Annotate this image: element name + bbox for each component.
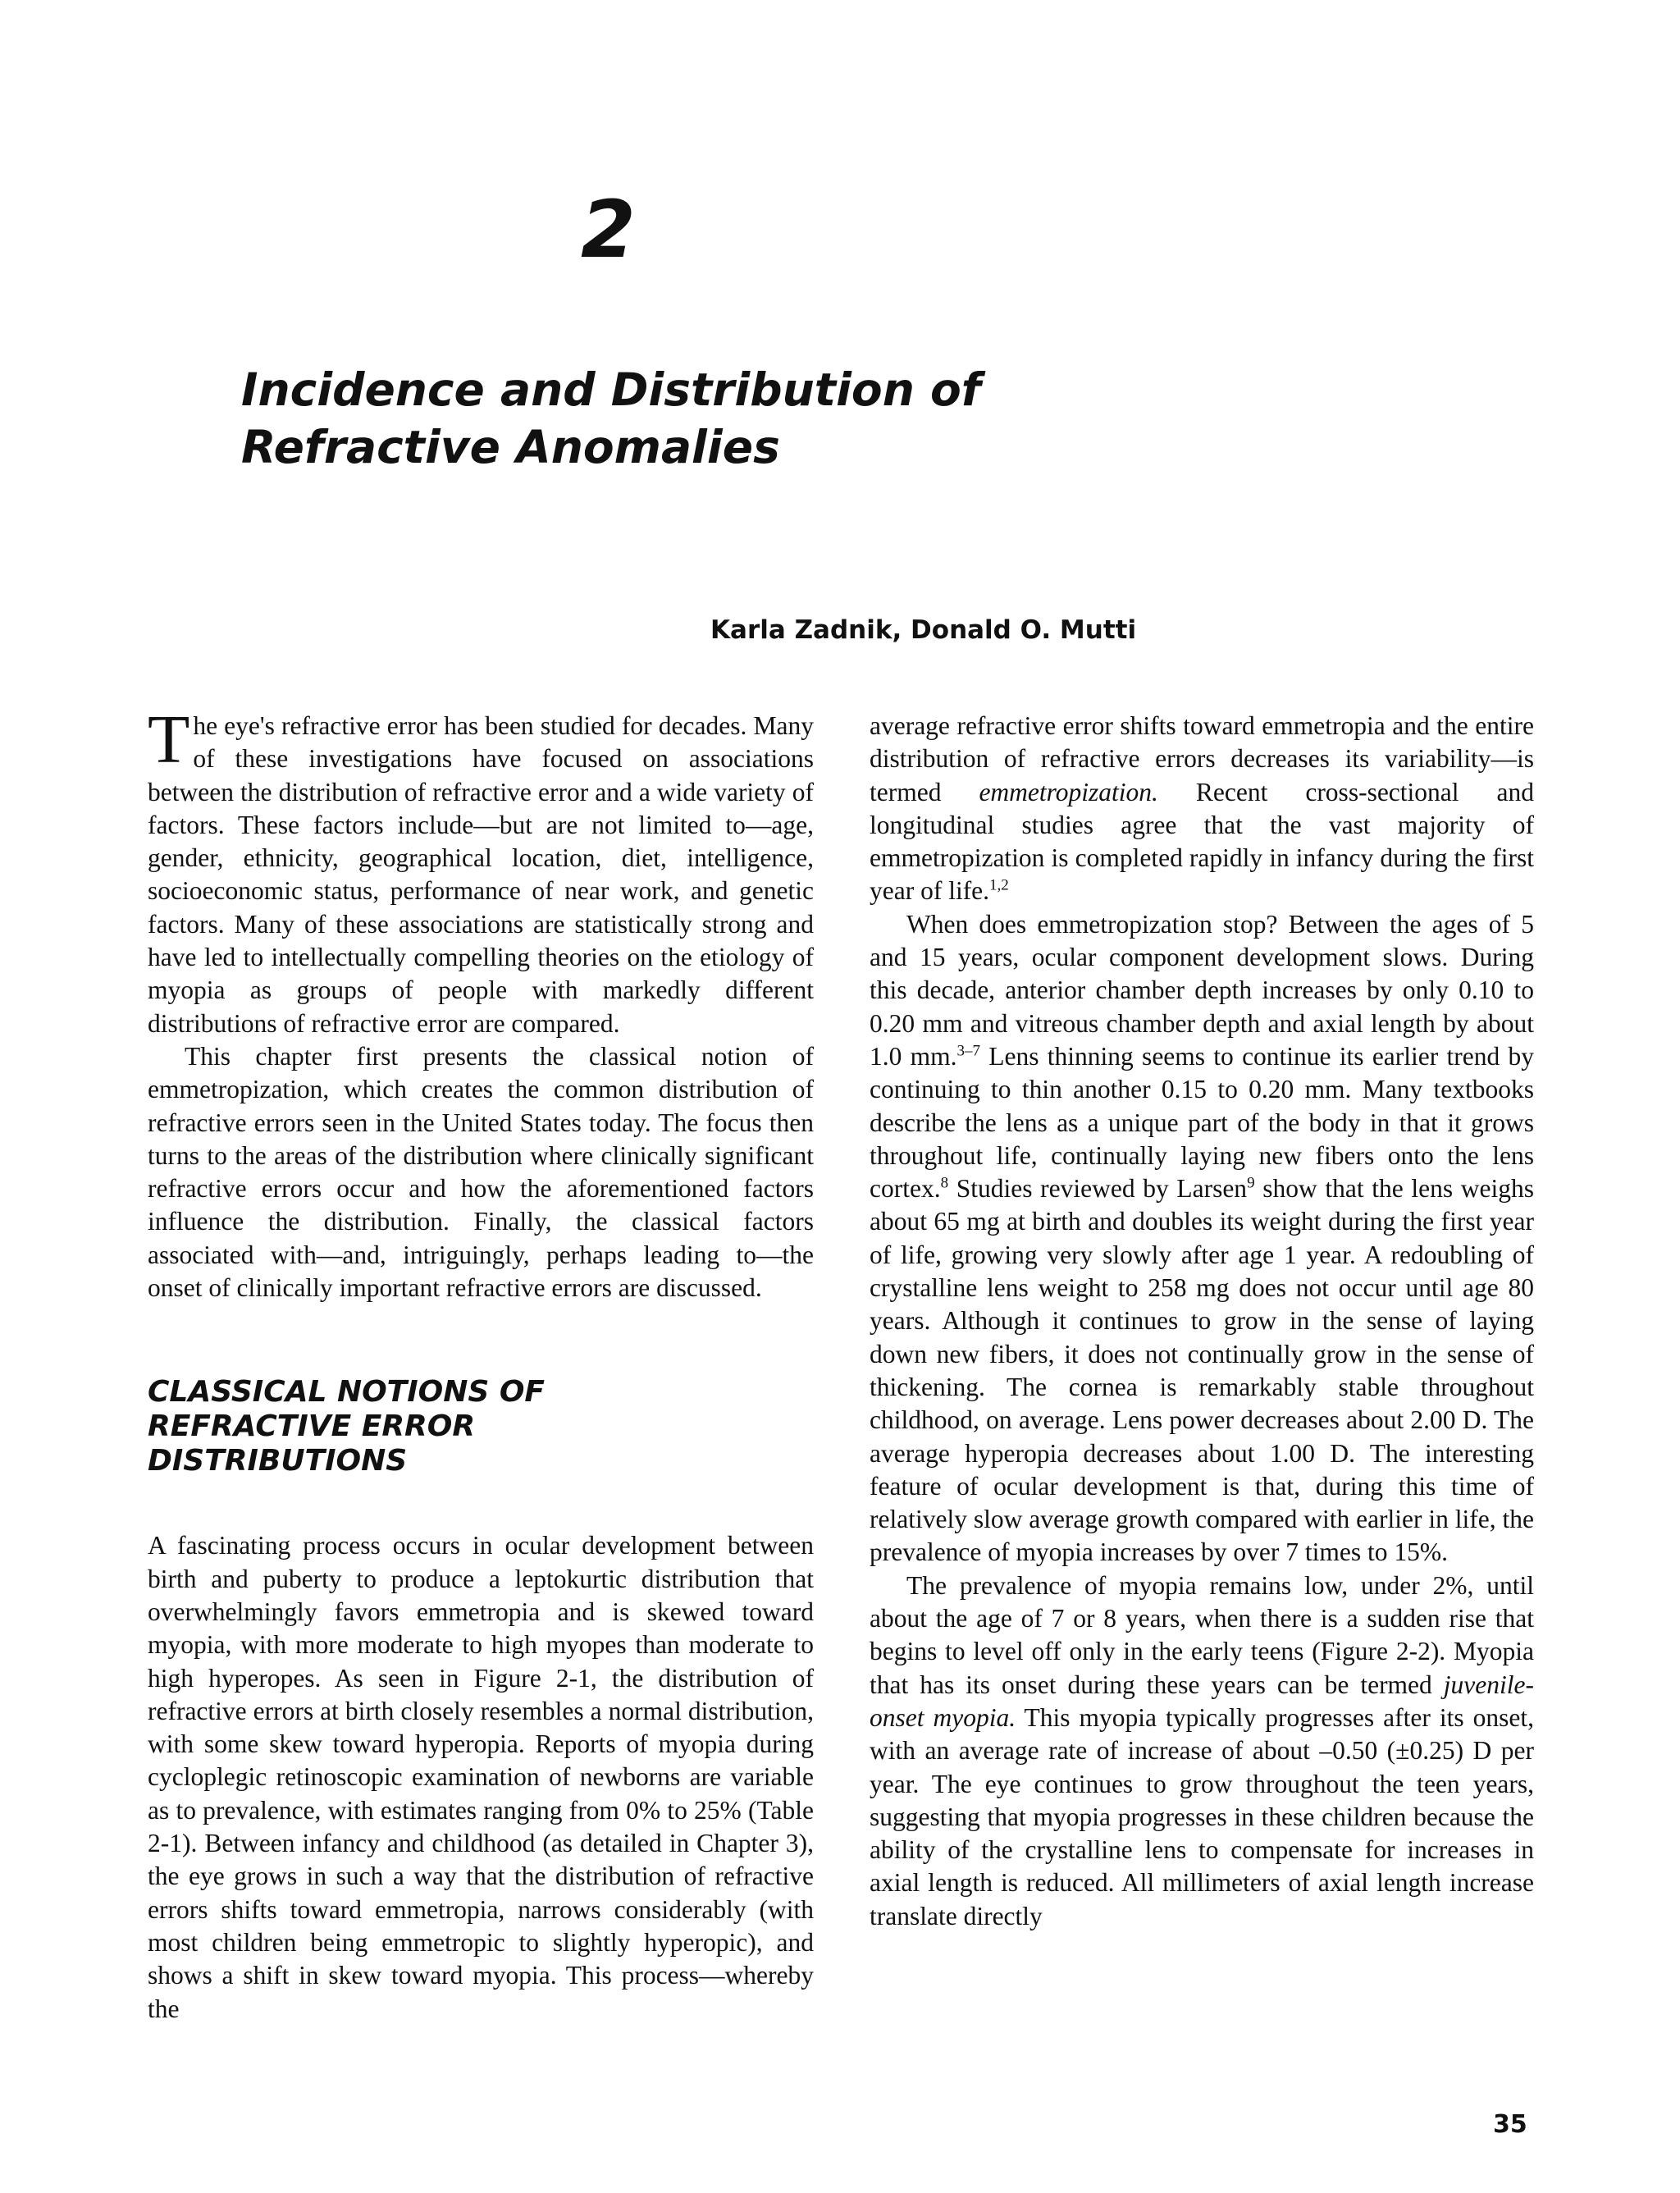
chapter-authors: Karla Zadnik, Donald O. Mutti	[710, 615, 1137, 645]
paragraph-text: Lens thinning seems to continue its earlier trend by continuing to thin another 0.15 to 0.20 mm. Many textbooks describe the lens as a unique part of the body in that it grows throughout life, continually laying new fibers onto the lens cortex.	[870, 1041, 1534, 1204]
paragraph-text: show that the lens weighs about 65 mg at birth and doubles its weight during the first year of life, growing very slowly after age 1 year. A redoubling of crystalline lens weight to 258 mg does not occur until age 80 years. Although it continues to grow in the sense of laying down new fibers, it does not continually grow in the sense of thickening. The cornea is remarkably stable throughout childhood, on average. Lens power decreases about 2.00 D. The average hyperopia decreases about 1.00 D. The interesting feature of ocular development is that, during this time of relatively slow average growth compared with earlier in life, the prevalence of myopia increases by over 7 times to 15%.	[870, 1174, 1534, 1567]
chapter-title-line-2: Refractive Anomalies	[241, 421, 780, 473]
paragraph-text: Studies reviewed by Larsen	[948, 1174, 1248, 1204]
reference-superscript: 9	[1247, 1174, 1255, 1192]
paragraph-text: The prevalence of myopia remains low, under 2%, until about the age of 7 or 8 years, when there is a sudden rise that begins to level off only in the early teens (Figure 2-2). Myopia that has its onset during these years can be termed	[870, 1570, 1534, 1699]
paragraph-text: This myopia typically progresses after its onset, with an average rate of increase of about –0.50 (±0.25) D per year. The eye continues to grow throughout the teen years, suggesting that myopia progresses in these children because the ability of the crystalline lens to compensate for increases in axial length is reduced. All millimeters of axial length increase translate directly	[870, 1702, 1534, 1930]
drop-cap: T	[148, 701, 190, 778]
chapter-overview-paragraph: This chapter first presents the classical notion of emmetropization, which creates the common distribution of refractive errors seen in the United States today. The focus then turns to the areas of the distribution where clinically significant refractive errors occur and how the aforementioned factors influence the distribution. Finally, the classical factors associated with—and, intriguingly, perhaps leading to—the onset of clinically important refractive errors are discussed.	[148, 1041, 814, 1303]
chapter-title	[241, 361, 1472, 476]
intro-paragraph-text: he eye's refractive error has been studied for decades. Many of these investigations have focused on associations between the distribution of refractive error and a wide variety of factors. These factors include—but are not limited to—age, gender, ethnicity, geographical location, diet, intelligence, socioeconomic status, performance of near work, and genetic factors. Many of these associations are statistically strong and have led to intellectually compelling theories on the etiology of myopia as groups of people with markedly different distributions of refractive error are compared.	[148, 711, 814, 1038]
left-column	[148, 701, 814, 2026]
chapter-number: 2	[581, 184, 636, 276]
emmetropization-paragraph	[870, 710, 1534, 908]
reference-superscript: 3–7	[956, 1042, 981, 1060]
paragraph-text: average refractive error shifts toward emmetropia and the entire distribution of refractive errors decreases its variability—is termed	[870, 711, 1534, 806]
myopia-prevalence-paragraph	[870, 1569, 1534, 1933]
page-number: 35	[1493, 2110, 1527, 2139]
chapter-title-line-1: Incidence and Distribution of	[241, 363, 981, 416]
paragraph-text: Recent cross-sectional and longitudinal studies agree that the vast majority of emmetropization is completed rapidly in infancy during the first year of life.	[870, 777, 1534, 906]
emphasized-term: emmetropization.	[979, 777, 1158, 806]
reference-superscript: 1,2	[989, 876, 1009, 894]
intro-paragraph	[148, 701, 814, 1040]
reference-superscript: 8	[940, 1174, 949, 1192]
ocular-development-paragraph	[870, 908, 1534, 1569]
section-paragraph: A fascinating process occurs in ocular development between birth and puberty to produce a leptokurtic distribution that overwhelmingly favors emmetropia and is skewed toward myopia, with more moderate to high myopes than moderate to high hyperopes. As seen in Figure 2-1, the distribution of refractive errors at birth closely resembles a normal distribution, with some skew toward hyperopia. Reports of myopia during cycloplegic retinoscopic examination of newborns are variable as to prevalence, with estimates ranging from 0% to 25% (Table 2-1). Between infancy and childhood (as detailed in Chapter 3), the eye grows in such a way that the distribution of refractive errors shifts toward emmetropia, narrows considerably (with most children being emmetropic to slightly hyperopic), and shows a shift in skew toward myopia. This process—whereby the	[148, 1531, 814, 2023]
section-heading: CLASSICAL NOTIONS OF REFRACTIVE ERROR DISTRIBUTIONS	[148, 1375, 546, 1478]
emphasized-term: juvenile-onset myopia.	[870, 1670, 1534, 1732]
paragraph-text: When does emmetropization stop? Between the ages of 5 and 15 years, ocular component development slows. During this decade, anterior chamber depth increases by only 0.10 to 0.20 mm and vitreous chamber depth and axial length by about 1.0 mm.	[870, 909, 1534, 1071]
right-column	[870, 710, 1534, 1933]
